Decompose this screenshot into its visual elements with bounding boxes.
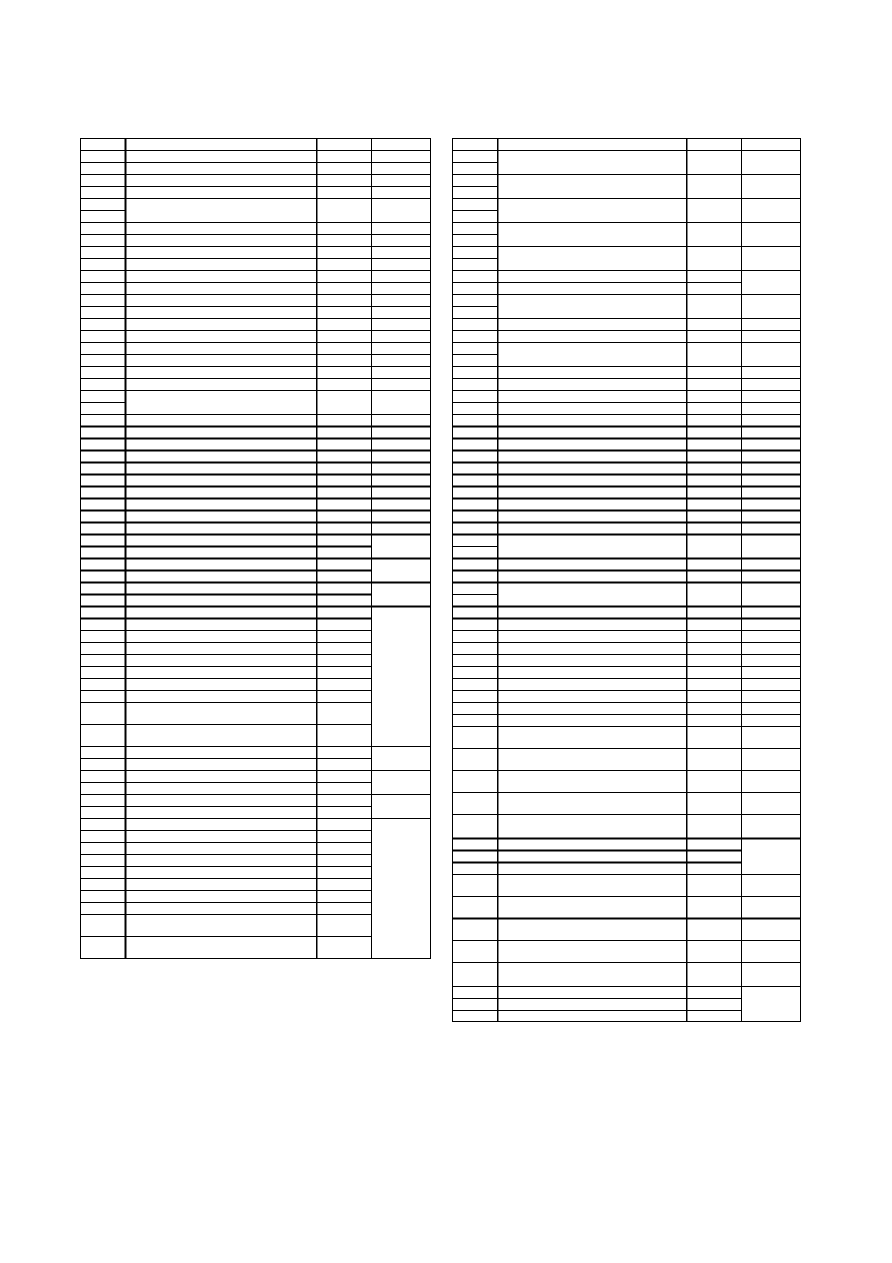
left-table: [81, 139, 431, 959]
